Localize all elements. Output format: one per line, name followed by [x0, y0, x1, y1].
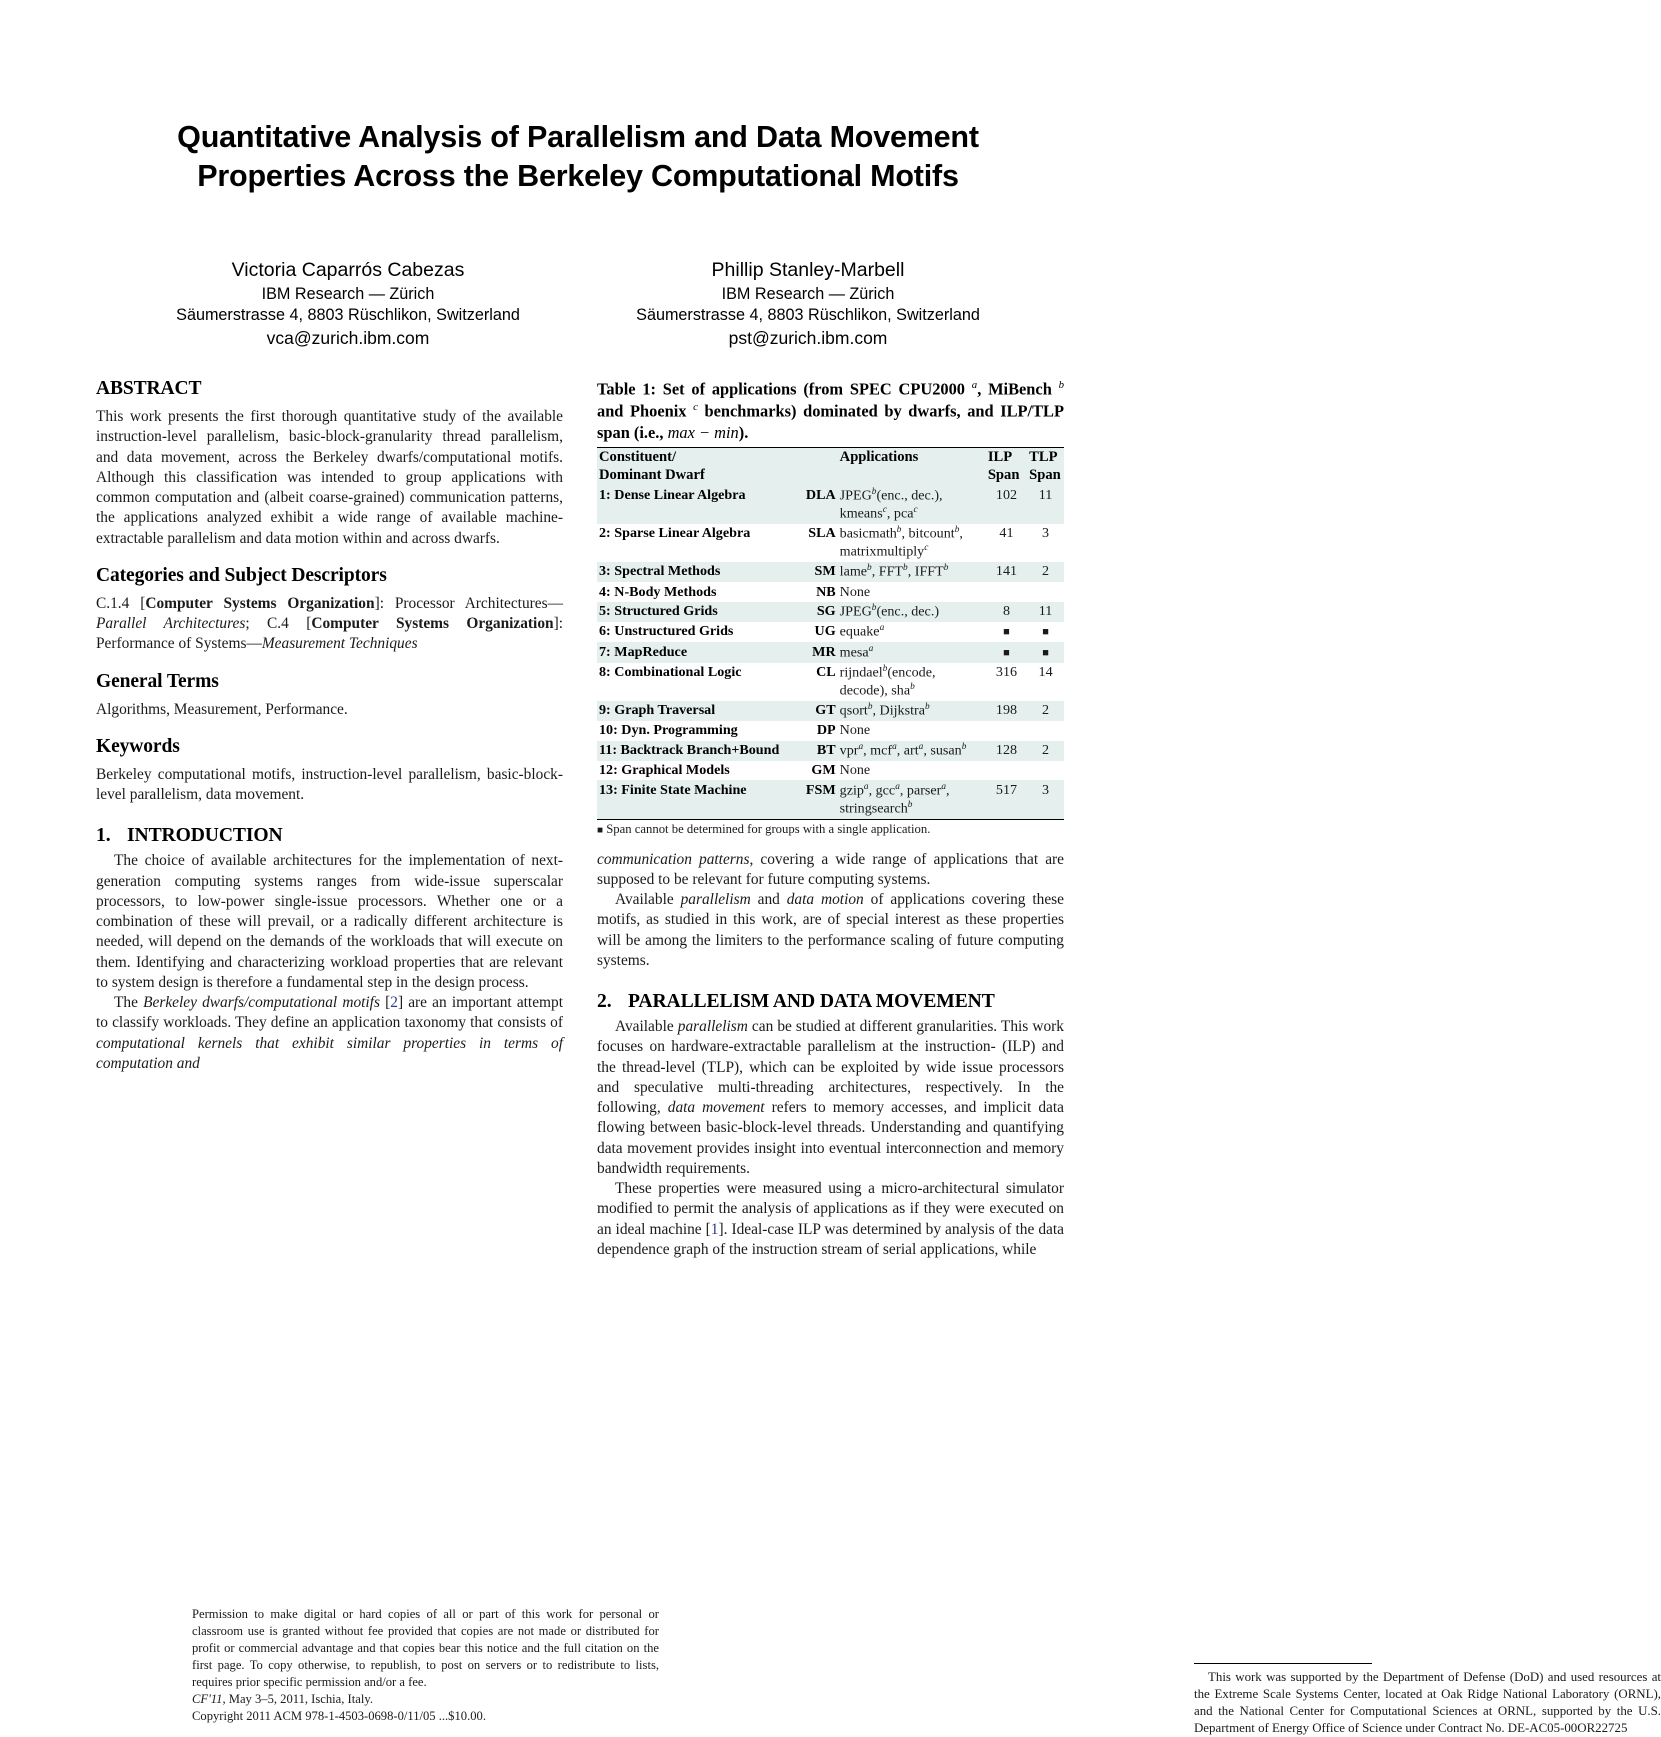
cell-abbreviation: DP	[816, 722, 836, 739]
cell-abbreviation: BT	[816, 741, 836, 758]
author-affiliation: IBM Research — Zürich	[261, 284, 435, 303]
cell-applications: lame$^b$, FFT$^b$, IFFT$^b$	[839, 563, 949, 581]
table-row	[597, 663, 1064, 701]
cell-applications: gzip$^a$, gcc$^a$, parser$^a$, stringsearch$^b$	[839, 781, 950, 817]
intro-p2-italic-1: Berkeley dwarfs/computational motifs	[143, 994, 380, 1011]
cell-dwarf: 2: Sparse Linear Algebra	[599, 525, 751, 542]
cell-abbreviation: MR	[812, 643, 836, 660]
header-dwarf-line2: Dominant Dwarf	[599, 466, 705, 483]
intro-p3-italic-2: data motion	[786, 891, 864, 909]
table-row	[597, 721, 1064, 741]
cell-tlp-span	[1027, 761, 1064, 781]
cell-tlp-span: ■	[1042, 626, 1049, 639]
permission-notice	[192, 1606, 659, 1725]
cell-ilp-span: 198	[995, 702, 1018, 719]
intro-p2-cont-text: , covering a wide range of applications that are supposed to be relevant for future computing systems.	[597, 850, 1064, 888]
header-ilp-line1: ILP	[987, 449, 1013, 466]
header-tlp-span	[1027, 447, 1064, 486]
cell-tlp-span: 2	[1042, 741, 1050, 758]
table-header-row	[597, 447, 1064, 486]
abstract-heading: ABSTRACT	[96, 378, 202, 399]
parallelism-heading	[597, 991, 1064, 1013]
parallelism-paragraph-2	[597, 1179, 1064, 1260]
cell-ilp-span: 517	[995, 781, 1018, 798]
cell-abbreviation: UG	[814, 623, 836, 640]
cell-abbreviation: SLA	[808, 525, 836, 542]
cell-applications: rijndael$^b$(encode, decode), sha$^b$	[839, 663, 936, 699]
header-abbr	[789, 447, 837, 486]
par-p1-b: can be studied at different granularities. This work focuses on hardware-extractable parallelism at the instruction- (ILP) and the thread-level (TLP), which can be exploited by wide issue processors and speculative multi-threading architectures, respectively. In the following,	[597, 1018, 1064, 1117]
cell-abbreviation: FSM	[805, 781, 836, 798]
cat-mid-2: ; C.4 [	[245, 615, 312, 632]
author-name: Victoria Caparrós Cabezas	[231, 259, 465, 282]
cell-abbreviation: SG	[816, 603, 836, 620]
intro-paragraph-3	[597, 890, 1064, 971]
intro-p2-italic-2: computational kernels that exhibit similar properties in terms of computation and	[96, 1034, 563, 1072]
caption-mid-2: and Phoenix	[597, 401, 694, 421]
header-applications-label: Applications	[839, 449, 919, 466]
table-row	[597, 622, 1064, 642]
caption-mid-3: benchmarks) dominated by dwarfs, and ILP/TLP span (i.e.,	[597, 401, 1064, 442]
cell-dwarf: 3: Spectral Methods	[599, 563, 721, 580]
cell-dwarf: 11: Backtrack Branch+Bound	[599, 741, 780, 758]
table-row	[597, 562, 1064, 582]
citation-link-2[interactable]: 2	[390, 994, 398, 1011]
caption-sup-c: c	[693, 400, 698, 413]
cell-tlp-span: 11	[1038, 487, 1053, 504]
caption-math: max − min	[667, 422, 739, 442]
author-name: Phillip Stanley-Marbell	[711, 259, 905, 282]
intro-paragraph-1: The choice of available architectures for the implementation of next-generation computing systems ranges from wide-issue superscalar processors, to low-power single-issue processors. Whether one or a combination of these will prevail, or a radically different architecture is needed, will depend on the demands of the workloads that will execute on them. Identifying and characterizing workload properties that are relevant to system design is therefore a fundamental step in the design process.	[96, 852, 563, 991]
right-column	[597, 378, 1661, 1735]
cell-applications: equake$^a$	[839, 623, 885, 641]
cell-abbreviation: NB	[816, 583, 836, 600]
header-applications	[838, 447, 986, 486]
cell-tlp-span: 3	[1042, 781, 1050, 798]
cell-abbreviation: GM	[811, 762, 836, 779]
author-address: Säumerstrasse 4, 8803 Rüschlikon, Switzerland	[636, 306, 980, 325]
cell-ilp-span: 8	[1002, 603, 1010, 620]
table-header	[597, 447, 1064, 486]
intro-p2-c: ] are an important attempt to classify workloads. They define an application taxonomy that consists of	[96, 994, 563, 1032]
header-dwarf-line1: Constituent/	[599, 449, 677, 466]
cell-ilp-span: 128	[995, 741, 1018, 758]
intro-p3-a: Available	[615, 891, 681, 909]
cat-bold-2: Computer Systems Organization	[311, 615, 554, 632]
general-terms-text: Algorithms, Measurement, Performance.	[96, 700, 348, 718]
cell-dwarf: 8: Combinational Logic	[599, 663, 742, 680]
section-number: 1.	[96, 825, 111, 847]
cell-dwarf: 12: Graphical Models	[599, 762, 730, 779]
table-row	[597, 486, 1064, 524]
intro-p3-c: of applications covering these motifs, as studied in this work, are of special interest as these properties will be among the limiters to the performance scaling of future computing systems.	[597, 891, 1064, 969]
cell-abbreviation: CL	[816, 663, 836, 680]
intro-paragraph-2-continued	[597, 850, 1064, 891]
section-number: 2.	[597, 991, 612, 1013]
cell-tlp-span: 3	[1042, 525, 1050, 542]
author-email[interactable]: vca@zurich.ibm.com	[266, 327, 430, 348]
cell-tlp-span	[1027, 582, 1064, 602]
cell-ilp-span: 141	[995, 563, 1018, 580]
cat-italic-1: Parallel Architectures	[96, 615, 246, 632]
cat-mid-3: ]: Performance of Systems—	[96, 615, 563, 653]
header-ilp-span	[986, 447, 1027, 486]
par-p2-b: ]. Ideal-case ILP was determined by analysis of the data dependence graph of the instruction stream of serial applications, while	[597, 1220, 1064, 1258]
table-body	[597, 486, 1064, 819]
cell-dwarf: 4: N-Body Methods	[599, 583, 717, 600]
author-block-1	[148, 258, 548, 350]
cell-dwarf: 7: MapReduce	[599, 643, 688, 660]
cell-tlp-span: 2	[1042, 563, 1050, 580]
intro-p3-italic-1: parallelism	[680, 891, 751, 909]
square-marker-icon: ■	[597, 824, 604, 836]
section-title: INTRODUCTION	[127, 825, 283, 847]
cell-applications: None	[839, 762, 871, 779]
header-ilp-line2: Span	[987, 466, 1020, 483]
cell-ilp-span	[986, 582, 1027, 602]
body-columns	[96, 378, 1661, 1735]
cell-applications: JPEG$^b$(enc., dec.), kmeans$^c$, pca$^c$	[839, 487, 943, 522]
page-title	[118, 118, 1038, 196]
keywords-heading: Keywords	[96, 735, 180, 757]
title-block	[0, 0, 1156, 350]
cell-applications: None	[839, 583, 871, 600]
cell-ilp-span: 102	[995, 487, 1018, 504]
table-row	[597, 602, 1064, 622]
parallelism-paragraph-1	[597, 1017, 1064, 1179]
table-row	[597, 582, 1064, 602]
header-tlp-line2: Span	[1029, 466, 1061, 483]
author-affiliation: IBM Research — Zürich	[721, 284, 895, 303]
cell-ilp-span: ■	[1003, 626, 1010, 639]
par-p1-italic-2: data movement	[667, 1099, 765, 1117]
table-row	[597, 780, 1064, 818]
categories-heading: Categories and Subject Descriptors	[96, 564, 387, 586]
author-email[interactable]: pst@zurich.ibm.com	[728, 327, 888, 348]
categories-text	[96, 594, 563, 655]
cell-ilp-span: ■	[1003, 646, 1010, 659]
cell-dwarf: 6: Unstructured Grids	[599, 623, 734, 640]
cell-ilp-span	[986, 761, 1027, 781]
cell-dwarf: 13: Finite State Machine	[599, 781, 747, 798]
cell-applications: mesa$^a$	[839, 643, 874, 661]
permission-text: Permission to make digital or hard copies of all or part of this work for personal or classroom use is granted without fee provided that copies are not made or distributed for profit or commercial advantage and that copies bear this notice and the full citation on the first page. To copy otherwise, to republish, to post on servers or to redistribute to lists, requires prior specific permission and/or a fee.	[192, 1607, 659, 1689]
cat-bold-1: Computer Systems Organization	[145, 594, 375, 612]
conference-name: CF'11	[192, 1691, 223, 1706]
caption-sup-a: a	[971, 379, 978, 391]
cell-tlp-span: 2	[1042, 702, 1050, 719]
cell-tlp-span: ■	[1042, 646, 1049, 659]
cell-applications: JPEG$^b$(enc., dec.)	[839, 603, 940, 620]
caption-mid-1: , MiBench	[977, 379, 1059, 399]
table-caption	[597, 378, 1064, 443]
par-p2-a: These properties were measured using a micro-architectural simulator modified to permit the analysis of applications as if they were executed on an ideal machine [	[597, 1180, 1064, 1238]
cat-mid-1: ]: Processor Architectures—	[374, 594, 563, 612]
cell-abbreviation: DLA	[805, 487, 836, 504]
table-row	[597, 642, 1064, 662]
header-tlp-line1: TLP	[1029, 449, 1058, 466]
cell-abbreviation: GT	[815, 702, 836, 719]
author-list	[118, 258, 1038, 350]
cell-ilp-span	[986, 721, 1027, 741]
cell-applications: qsort$^b$, Dijkstra$^b$	[839, 702, 930, 719]
abstract-text: This work presents the first thorough quantitative study of the available instruction-level parallelism, basic-block-granularity thread parallelism, and data movement, across the Berkeley dwarfs/computational motifs. Although this classification was intended to group applications with common computation and (albeit coarse-grained) communication patterns, the applications analyzed exhibit a wide range of available machine-extractable parallelism and data motion within and across dwarfs.	[96, 408, 563, 547]
cell-tlp-span: 14	[1038, 663, 1053, 680]
caption-sup-b: b	[1058, 379, 1064, 391]
caption-prefix: Table 1: Set of applications (from SPEC CPU2000	[597, 379, 972, 399]
citation-link-1[interactable]: 1	[710, 1220, 719, 1238]
cell-tlp-span: 11	[1038, 603, 1053, 620]
title-line-2: Properties Across the Berkeley Computational Motifs	[197, 159, 959, 194]
section-title: PARALLELISM AND DATA MOVEMENT	[628, 991, 995, 1013]
intro-p3-b: and	[750, 891, 787, 909]
caption-suffix: ).	[738, 422, 749, 442]
conference-line	[192, 1691, 659, 1708]
cell-abbreviation: SM	[814, 563, 836, 580]
title-line-1: Quantitative Analysis of Parallelism and Data Movement	[177, 120, 979, 154]
cell-dwarf: 5: Structured Grids	[599, 603, 718, 620]
header-dwarf	[597, 447, 789, 486]
cat-italic-2: Measurement Techniques	[261, 635, 418, 653]
general-terms-heading: General Terms	[96, 670, 219, 692]
par-p1-italic-1: parallelism	[677, 1018, 748, 1036]
cell-dwarf: 10: Dyn. Programming	[599, 722, 738, 739]
table-row	[597, 761, 1064, 781]
cell-tlp-span	[1027, 721, 1064, 741]
conference-details: , May 3–5, 2011, Ischia, Italy.	[222, 1691, 373, 1706]
table-note-text: Span cannot be determined for groups with a single application.	[606, 821, 931, 836]
table-row	[597, 524, 1064, 562]
author-block-2	[608, 258, 1008, 350]
footnote-rule	[1194, 1663, 1372, 1664]
keywords-text: Berkeley computational motifs, instruction-level parallelism, basic-block-level parallelism, data movement.	[96, 765, 563, 803]
introduction-heading	[96, 825, 563, 847]
intro-p2-b: [	[379, 994, 391, 1011]
table-note	[597, 820, 1064, 837]
par-p1-c: refers to memory accesses, and implicit data flowing between basic-block-level threads. Understanding and quantifying data movement provides insight into eventual interconnection and memory bandwidth requirements.	[597, 1099, 1064, 1177]
cell-applications: None	[839, 722, 871, 739]
copyright-line: Copyright 2011 ACM 978-1-4503-0698-0/11/05 ...$10.00.	[192, 1708, 486, 1723]
funding-footnote	[1194, 1663, 1661, 1737]
table-row	[597, 701, 1064, 721]
table-row	[597, 741, 1064, 761]
cat-code-1: C.1.4 [	[96, 594, 146, 612]
applications-table	[597, 447, 1064, 819]
intro-p2-a: The	[114, 994, 144, 1011]
footnote-text: This work was supported by the Department of Defense (DoD) and used resources at the Extreme Scale Systems Center, located at Oak Ridge National Laboratory (ORNL), and the National Center for Computational Sciences at ORNL, supported by the U.S. Department of Energy Office of Science under Contract No. DE-AC05-00OR22725	[1194, 1670, 1661, 1735]
intro-paragraph-2	[96, 993, 563, 1074]
cell-ilp-span: 316	[995, 663, 1018, 680]
cell-applications: basicmath$^b$, bitcount$^b$, matrixmultiply$^c$	[839, 525, 963, 560]
par-p1-a: Available	[615, 1018, 678, 1036]
cell-dwarf: 1: Dense Linear Algebra	[599, 487, 746, 504]
author-address: Säumerstrasse 4, 8803 Rüschlikon, Switzerland	[176, 306, 520, 325]
intro-p2-cont-italic: communication patterns	[597, 850, 750, 868]
cell-dwarf: 9: Graph Traversal	[599, 702, 716, 719]
cell-ilp-span: 41	[999, 525, 1014, 542]
cell-applications: vpr$^a$, mcf$^a$, art$^a$, susan$^b$	[839, 741, 967, 759]
